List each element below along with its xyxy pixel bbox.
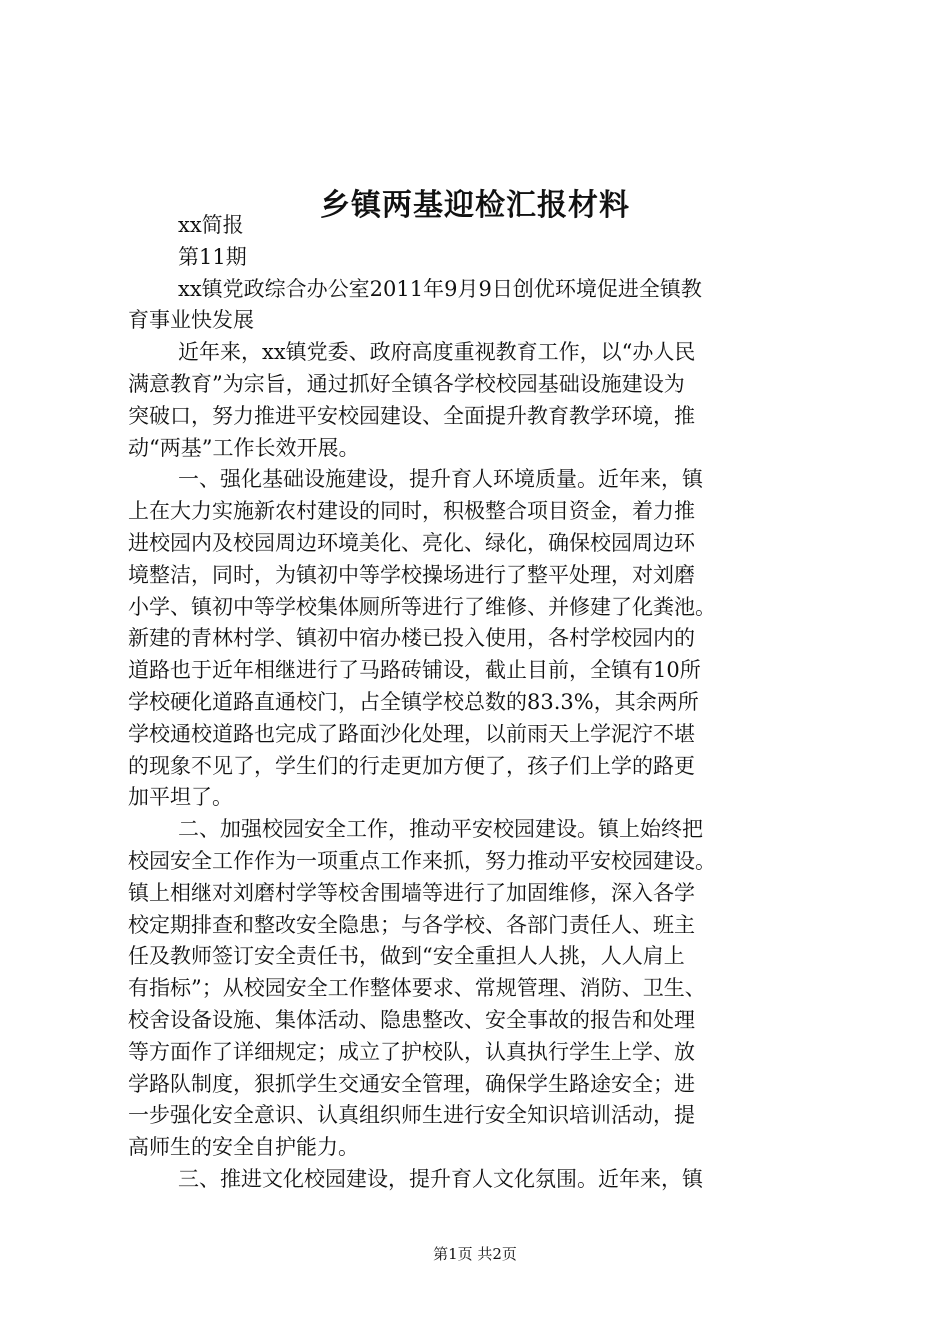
text-line: 上在大力实施新农村建设的同时，积极整合项目资金，着力推 (128, 499, 695, 524)
text-line: xx镇党政综合办公室2011年9月9日创优环境促进全镇教 (178, 276, 702, 301)
document-title: 乡镇两基迎检汇报材料 (320, 188, 630, 223)
text-line: 有指标”；从校园安全工作整体要求、常规管理、消防、卫生、 (128, 976, 706, 1001)
text-line: 突破口，努力推进平安校园建设、全面提升教育教学环境，推 (128, 403, 695, 428)
text-line: 近年来，xx镇党委、政府高度重视教育工作，以“办人民 (178, 340, 696, 365)
text-line: 等方面作了详细规定；成立了护校队，认真执行学生上学、放 (128, 1039, 695, 1064)
document-body (128, 210, 828, 1196)
text-line: 校定期排查和整改安全隐患；与各学校、各部门责任人、班主 (128, 912, 695, 937)
text-line: 满意教育”为宗旨，通过抓好全镇各学校校园基础设施建设为 (128, 371, 685, 396)
text-line: xx简报 (178, 213, 244, 237)
page-footer: 第1页 共2页 (433, 1245, 517, 1263)
text-line: 校园安全工作作为一项重点工作来抓，努力推动平安校园建设。 (128, 848, 716, 873)
text-line: 道路也于近年相继进行了马路砖铺设，截止目前，全镇有10所 (128, 658, 701, 683)
text-line: 小学、镇初中等学校集体厕所等进行了维修、并修建了化粪池。 (128, 594, 716, 619)
text-line: 一步强化安全意识、认真组织师生进行安全知识培训活动，提 (128, 1103, 695, 1128)
text-line: 二、加强校园安全工作，推动平安校园建设。镇上始终把 (178, 817, 703, 842)
text-line: 进校园内及校园周边环境美化、亮化、绿化，确保校园周边环 (128, 530, 695, 555)
text-line: 新建的青林村学、镇初中宿办楼已投入使用，各村学校园内的 (128, 626, 695, 651)
text-line: 镇上相继对刘磨村学等校舍围墙等进行了加固维修，深入各学 (128, 880, 695, 905)
text-line: 育事业快发展 (128, 308, 254, 333)
text-line: 学校硬化道路直通校门，占全镇学校总数的83.3%，其余两所 (128, 689, 699, 714)
text-line: 校舍设备设施、集体活动、隐患整改、安全事故的报告和处理 (128, 1007, 695, 1032)
text-line: 学校通校道路也完成了路面沙化处理，以前雨天上学泥泞不堪 (128, 721, 695, 746)
text-line: 第11期 (178, 244, 247, 269)
text-line: 境整洁，同时，为镇初中等学校操场进行了整平处理，对刘磨 (128, 562, 695, 587)
text-line: 的现象不见了，学生们的行走更加方便了，孩子们上学的路更 (128, 753, 695, 778)
text-line: 加平坦了。 (128, 785, 233, 810)
text-line: 三、推进文化校园建设，提升育人文化氛围。近年来，镇 (178, 1166, 703, 1191)
text-line: 动“两基”工作长效开展。 (128, 435, 360, 460)
text-line: 任及教师签订安全责任书，做到“安全重担人人挑，人人肩上 (128, 944, 685, 969)
text-line: 一、强化基础设施建设，提升育人环境质量。近年来，镇 (178, 467, 703, 492)
text-line: 学路队制度，狠抓学生交通安全管理，确保学生路途安全；进 (128, 1071, 695, 1096)
text-line: 高师生的安全自护能力。 (128, 1135, 359, 1160)
